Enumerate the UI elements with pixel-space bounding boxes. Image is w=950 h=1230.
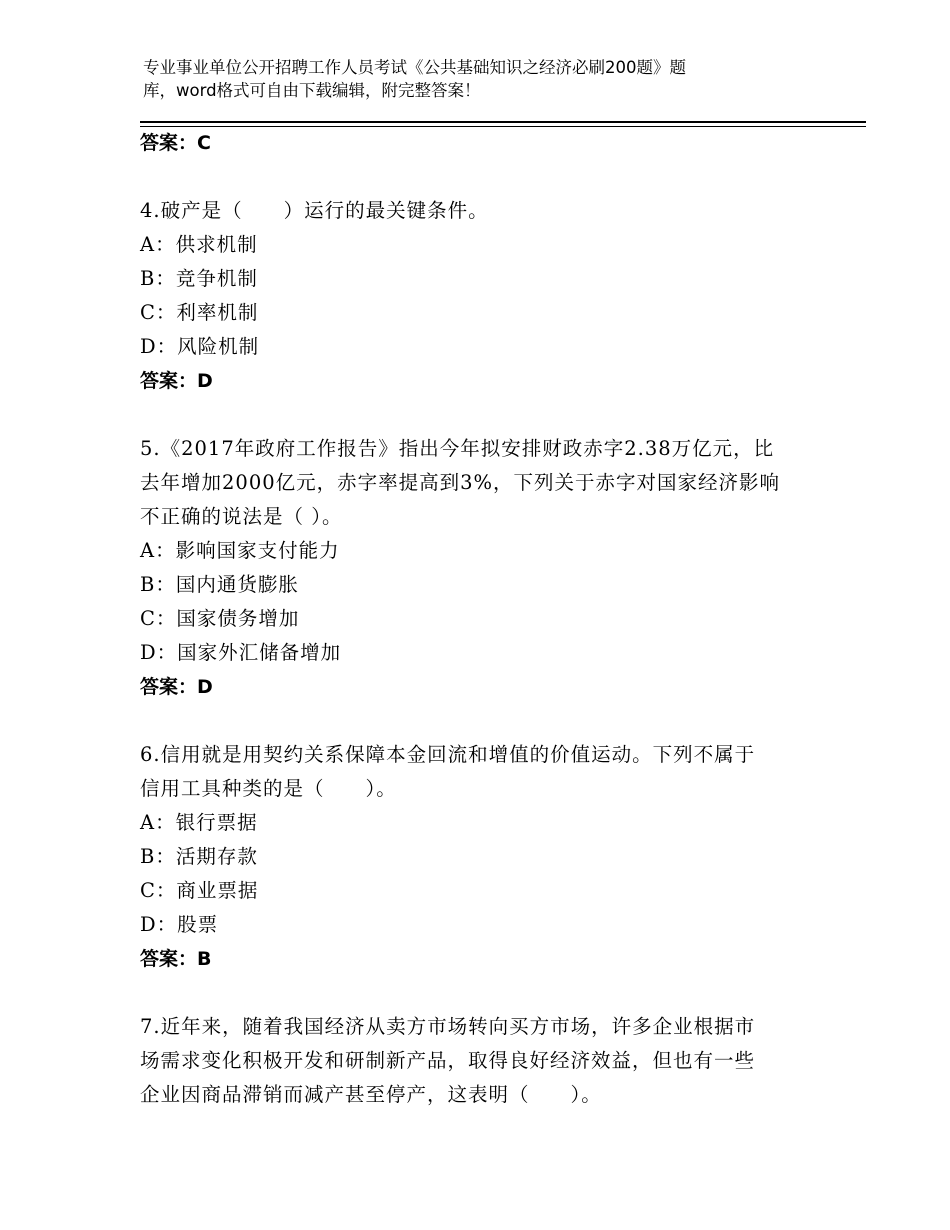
question-7 bbox=[140, 1010, 820, 1112]
question-text-line: 4.破产是（ ）运行的最关键条件。 bbox=[140, 199, 489, 222]
option-d: D：国家外汇储备增加 bbox=[140, 641, 342, 664]
header-rule-thick bbox=[140, 121, 866, 123]
header-line-2: 库，word格式可自由下载编辑，附完整答案！ bbox=[143, 81, 481, 100]
option-a: A：银行票据 bbox=[140, 811, 258, 834]
option-b: B：竞争机制 bbox=[140, 267, 258, 290]
previous-answer: 答案：C bbox=[140, 132, 211, 154]
question-text-line: 企业因商品滞销而减产甚至停产，这表明（ ）。 bbox=[140, 1083, 602, 1106]
document-header bbox=[143, 56, 783, 102]
option-c: C：国家债务增加 bbox=[140, 607, 300, 630]
option-b: B：国内通货膨胀 bbox=[140, 573, 299, 596]
answer: 答案：D bbox=[140, 676, 213, 698]
question-6 bbox=[140, 738, 820, 976]
question-text-line: 去年增加2000亿元，赤字率提高到3%，下列关于赤字对国家经济影响 bbox=[140, 471, 781, 494]
option-a: A：影响国家支付能力 bbox=[140, 539, 340, 562]
question-text-line: 7.近年来，随着我国经济从卖方市场转向买方市场，许多企业根据市 bbox=[140, 1015, 756, 1038]
question-5 bbox=[140, 432, 820, 704]
option-c: C：商业票据 bbox=[140, 879, 259, 902]
document-body bbox=[140, 126, 820, 1112]
question-text-line: 6.信用就是用契约关系保障本金回流和增值的价值运动。下列不属于 bbox=[140, 743, 756, 766]
question-text-line: 信用工具种类的是（ ）。 bbox=[140, 777, 397, 800]
answer: 答案：D bbox=[140, 370, 213, 392]
option-d: D：股票 bbox=[140, 913, 219, 936]
option-b: B：活期存款 bbox=[140, 845, 258, 868]
question-text-line: 5.《2017年政府工作报告》指出今年拟安排财政赤字2.38万亿元，比 bbox=[140, 437, 775, 460]
option-c: C：利率机制 bbox=[140, 301, 259, 324]
question-text-line: 场需求变化积极开发和研制新产品，取得良好经济效益，但也有一些 bbox=[140, 1049, 756, 1072]
option-a: A：供求机制 bbox=[140, 233, 258, 256]
question-text-line: 不正确的说法是（ ）。 bbox=[140, 505, 343, 528]
question-4 bbox=[140, 194, 820, 398]
answer: 答案：B bbox=[140, 948, 212, 970]
header-line-1: 专业事业单位公开招聘工作人员考试《公共基础知识之经济必刷200题》题 bbox=[143, 58, 686, 77]
option-d: D：风险机制 bbox=[140, 335, 260, 358]
